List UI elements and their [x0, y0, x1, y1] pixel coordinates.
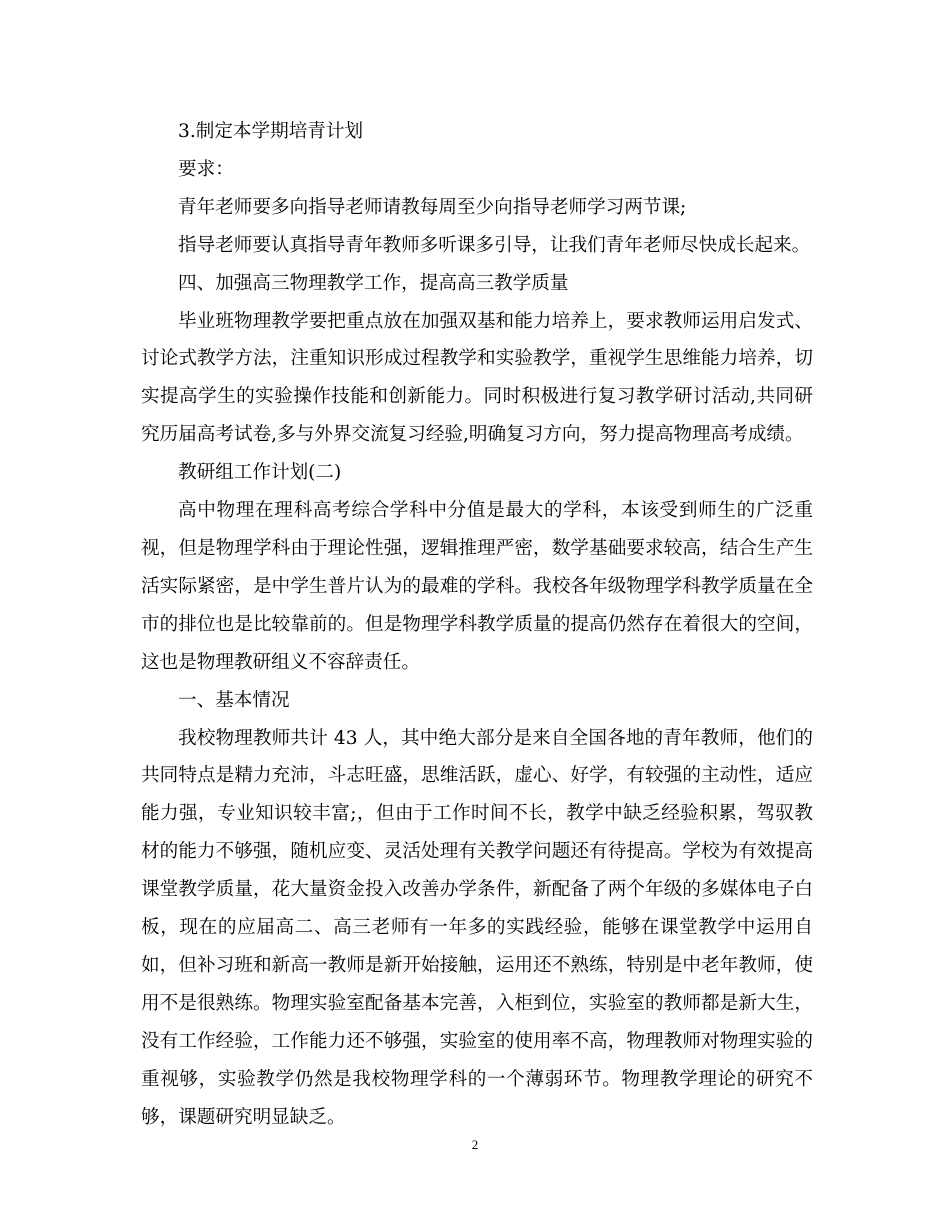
page-number: 2	[471, 1137, 479, 1152]
section-heading-basic-situation: 一、基本情况	[178, 689, 290, 711]
section-heading-four: 四、加强高三物理教学工作，提高高三教学质量	[178, 272, 569, 294]
requirements-label: 要求：	[178, 158, 234, 180]
graduating-class-paragraph: 毕业班物理教学要把重点放在加强双基和能力培养上，要求教师运用启发式、讨论式教学方法，注重知识形成过程教学和实验教学，重视学生思维能力培养，切实提高学生的实验操作技能和创新能力。同时积极进行复习教学研讨活动,共同研究历届高考试卷,多与外界交流复习经验,明确复习方向，努力提高物理高考成绩。	[141, 310, 813, 446]
requirement-mentor-teachers: 指导老师要认真指导青年教师多听课多引导，让我们青年老师尽快成长起来。	[178, 234, 811, 256]
document-body	[141, 113, 813, 1136]
plan-item-heading: 3.制定本学期培青计划	[178, 121, 364, 142]
physics-intro-paragraph: 高中物理在理科高考综合学科中分值是最大的学科，本该受到师生的广泛重视，但是物理学科由于理论性强，逻辑推理严密，数学基础要求较高，结合生产生活实际紧密，是中学生普片认为的最难的学科。我校各年级物理学科教学质量在全市的排位也是比较靠前的。但是物理学科教学质量的提高仍然存在着很大的空间，这也是物理教研组义不容辞责任。	[141, 500, 813, 673]
plan-two-title: 教研组工作计划(二)	[178, 462, 342, 484]
requirement-young-teachers: 青年老师要多向指导老师请教每周至少向指导老师学习两节课;	[178, 196, 687, 218]
basic-situation-paragraph: 我校物理教师共计 43 人，其中绝大部分是来自全国各地的青年教师，他们的共同特点是精力充沛，斗志旺盛，思维活跃，虚心、好学，有较强的主动性，适应能力强，专业知识较丰富;，但由于工作时间不长，教学中缺乏经验积累，驾驭教材的能力不够强，随机应变、灵活处理有关教学问题还有待提高。学校为有效提高课堂教学质量，花大量资金投入改善办学条件，新配备了两个年级的多媒体电子白板，现在的应届高二、高三老师有一年多的实践经验，能够在课堂教学中运用自如，但补习班和新高一教师是新开始接触，运用还不熟练，特别是中老年教师，使用不是很熟练。物理实验室配备基本完善，入柜到位，实验室的教师都是新大生，没有工作经验，工作能力还不够强，实验室的使用率不高，物理教师对物理实验的重视够，实验教学仍然是我校物理学科的一个薄弱环节。物理教学理论的研究不够，课题研究明显缺乏。	[141, 727, 813, 1128]
